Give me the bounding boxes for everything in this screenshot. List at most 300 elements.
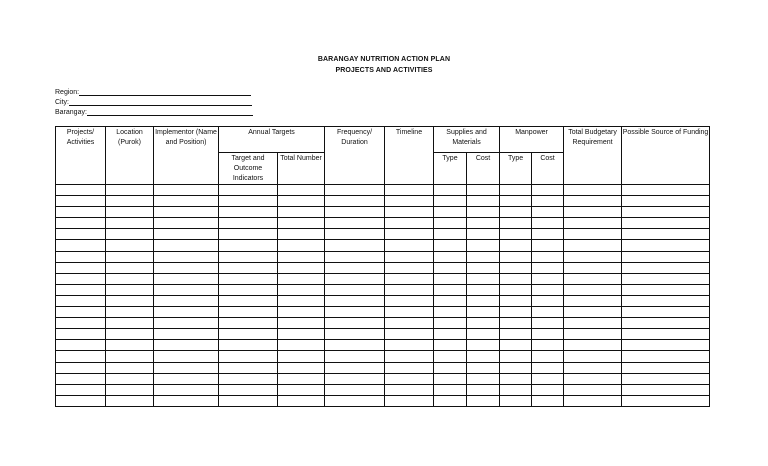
blank-cell[interactable]: [622, 318, 710, 329]
blank-cell[interactable]: [467, 373, 500, 384]
blank-cell[interactable]: [154, 329, 219, 340]
blank-cell[interactable]: [467, 340, 500, 351]
blank-cell[interactable]: [325, 251, 385, 262]
blank-cell[interactable]: [219, 218, 278, 229]
header-supplies: Supplies and Materials: [434, 127, 500, 153]
blank-cell[interactable]: [434, 284, 467, 295]
blank-cell[interactable]: [278, 262, 325, 273]
blank-cell[interactable]: [532, 329, 564, 340]
blank-cell[interactable]: [106, 262, 154, 273]
blank-cell[interactable]: [154, 395, 219, 406]
blank-cell[interactable]: [622, 351, 710, 362]
blank-cell[interactable]: [219, 295, 278, 306]
blank-cell[interactable]: [325, 329, 385, 340]
blank-cell[interactable]: [532, 251, 564, 262]
blank-cell[interactable]: [564, 318, 622, 329]
header-supplies-type: Type: [434, 153, 467, 185]
table-row: [56, 318, 710, 329]
blank-cell[interactable]: [434, 318, 467, 329]
blank-cell[interactable]: [154, 207, 219, 218]
blank-cell[interactable]: [532, 284, 564, 295]
blank-cell[interactable]: [467, 218, 500, 229]
blank-cell[interactable]: [56, 395, 106, 406]
blank-cell[interactable]: [325, 262, 385, 273]
blank-cell[interactable]: [106, 273, 154, 284]
blank-cell[interactable]: [278, 318, 325, 329]
blank-cell[interactable]: [500, 196, 532, 207]
blank-cell[interactable]: [467, 207, 500, 218]
blank-cell[interactable]: [532, 373, 564, 384]
blank-cell[interactable]: [434, 196, 467, 207]
blank-cell[interactable]: [500, 340, 532, 351]
blank-cell[interactable]: [154, 196, 219, 207]
blank-cell[interactable]: [434, 395, 467, 406]
blank-cell[interactable]: [278, 207, 325, 218]
blank-cell[interactable]: [106, 218, 154, 229]
blank-cell[interactable]: [500, 240, 532, 251]
blank-cell[interactable]: [385, 373, 434, 384]
blank-cell[interactable]: [434, 362, 467, 373]
blank-cell[interactable]: [532, 384, 564, 395]
blank-cell[interactable]: [500, 229, 532, 240]
blank-cell[interactable]: [622, 185, 710, 196]
blank-cell[interactable]: [325, 384, 385, 395]
blank-cell[interactable]: [106, 318, 154, 329]
header-projects: Projects/ Activities: [56, 127, 106, 185]
blank-cell[interactable]: [56, 262, 106, 273]
blank-cell[interactable]: [500, 362, 532, 373]
blank-cell[interactable]: [622, 307, 710, 318]
blank-cell[interactable]: [467, 351, 500, 362]
blank-cell[interactable]: [434, 185, 467, 196]
blank-cell[interactable]: [622, 284, 710, 295]
blank-cell[interactable]: [532, 307, 564, 318]
blank-cell[interactable]: [325, 395, 385, 406]
blank-cell[interactable]: [106, 329, 154, 340]
blank-cell[interactable]: [622, 373, 710, 384]
blank-cell[interactable]: [278, 196, 325, 207]
blank-cell[interactable]: [532, 207, 564, 218]
blank-cell[interactable]: [325, 196, 385, 207]
blank-cell[interactable]: [56, 318, 106, 329]
blank-cell[interactable]: [500, 262, 532, 273]
blank-cell[interactable]: [56, 273, 106, 284]
table-row: [56, 196, 710, 207]
blank-cell[interactable]: [564, 307, 622, 318]
table-row: [56, 284, 710, 295]
blank-cell[interactable]: [622, 384, 710, 395]
blank-cell[interactable]: [154, 218, 219, 229]
blank-cell[interactable]: [434, 295, 467, 306]
blank-cell[interactable]: [467, 240, 500, 251]
blank-cell[interactable]: [106, 207, 154, 218]
blank-cell[interactable]: [278, 251, 325, 262]
blank-cell[interactable]: [154, 262, 219, 273]
blank-cell[interactable]: [385, 351, 434, 362]
blank-cell[interactable]: [500, 273, 532, 284]
blank-cell[interactable]: [219, 395, 278, 406]
blank-cell[interactable]: [219, 307, 278, 318]
blank-cell[interactable]: [532, 340, 564, 351]
blank-cell[interactable]: [278, 284, 325, 295]
blank-cell[interactable]: [56, 351, 106, 362]
table-row: [56, 207, 710, 218]
blank-cell[interactable]: [622, 207, 710, 218]
document-title: BARANGAY NUTRITION ACTION PLAN: [317, 56, 451, 63]
blank-cell[interactable]: [500, 284, 532, 295]
blank-cell[interactable]: [434, 273, 467, 284]
blank-cell[interactable]: [532, 185, 564, 196]
blank-cell[interactable]: [434, 340, 467, 351]
blank-cell[interactable]: [622, 218, 710, 229]
blank-cell[interactable]: [434, 262, 467, 273]
blank-cell[interactable]: [325, 362, 385, 373]
blank-cell[interactable]: [56, 251, 106, 262]
blank-cell[interactable]: [219, 351, 278, 362]
blank-cell[interactable]: [564, 351, 622, 362]
blank-cell[interactable]: [56, 229, 106, 240]
blank-cell[interactable]: [467, 295, 500, 306]
blank-cell[interactable]: [385, 340, 434, 351]
blank-cell[interactable]: [385, 318, 434, 329]
blank-cell[interactable]: [106, 196, 154, 207]
blank-cell[interactable]: [622, 229, 710, 240]
blank-cell[interactable]: [564, 240, 622, 251]
blank-cell[interactable]: [500, 351, 532, 362]
blank-cell[interactable]: [467, 262, 500, 273]
blank-cell[interactable]: [385, 273, 434, 284]
blank-cell[interactable]: [564, 196, 622, 207]
blank-cell[interactable]: [622, 273, 710, 284]
header-supplies-cost: Cost: [467, 153, 500, 185]
blank-cell[interactable]: [56, 284, 106, 295]
blank-cell[interactable]: [564, 362, 622, 373]
blank-cell[interactable]: [325, 307, 385, 318]
blank-cell[interactable]: [500, 218, 532, 229]
blank-cell[interactable]: [385, 207, 434, 218]
header-implementor: Implementor (Name and Position): [154, 127, 219, 185]
blank-cell[interactable]: [56, 373, 106, 384]
table-row: [56, 251, 710, 262]
blank-cell[interactable]: [500, 329, 532, 340]
table-body: [56, 185, 710, 407]
blank-cell[interactable]: [278, 395, 325, 406]
blank-cell[interactable]: [500, 318, 532, 329]
table-row: [56, 262, 710, 273]
blank-cell[interactable]: [467, 329, 500, 340]
table-row: [56, 185, 710, 196]
blank-cell[interactable]: [385, 218, 434, 229]
blank-cell[interactable]: [434, 307, 467, 318]
blank-cell[interactable]: [278, 273, 325, 284]
blank-cell[interactable]: [56, 362, 106, 373]
blank-cell[interactable]: [467, 318, 500, 329]
blank-cell[interactable]: [325, 185, 385, 196]
blank-cell[interactable]: [219, 229, 278, 240]
blank-cell[interactable]: [434, 240, 467, 251]
blank-cell[interactable]: [532, 351, 564, 362]
header-manpower-type: Type: [500, 153, 532, 185]
blank-cell[interactable]: [385, 251, 434, 262]
blank-cell[interactable]: [278, 362, 325, 373]
blank-cell[interactable]: [154, 318, 219, 329]
blank-cell[interactable]: [467, 229, 500, 240]
blank-cell[interactable]: [106, 284, 154, 295]
blank-cell[interactable]: [564, 273, 622, 284]
blank-cell[interactable]: [434, 329, 467, 340]
blank-cell[interactable]: [325, 240, 385, 251]
blank-cell[interactable]: [622, 395, 710, 406]
blank-cell[interactable]: [434, 229, 467, 240]
blank-cell[interactable]: [467, 307, 500, 318]
blank-cell[interactable]: [154, 284, 219, 295]
blank-cell[interactable]: [106, 362, 154, 373]
blank-cell[interactable]: [532, 262, 564, 273]
blank-cell[interactable]: [385, 229, 434, 240]
blank-cell[interactable]: [219, 318, 278, 329]
blank-cell[interactable]: [278, 329, 325, 340]
blank-cell[interactable]: [385, 240, 434, 251]
blank-cell[interactable]: [622, 362, 710, 373]
table-row: [56, 307, 710, 318]
blank-cell[interactable]: [106, 395, 154, 406]
blank-cell[interactable]: [325, 351, 385, 362]
blank-cell[interactable]: [532, 362, 564, 373]
blank-cell[interactable]: [154, 362, 219, 373]
header-budget: Total Budgetary Requirement: [564, 127, 622, 185]
blank-cell[interactable]: [467, 362, 500, 373]
city-blank-line[interactable]: [69, 98, 252, 106]
blank-cell[interactable]: [106, 373, 154, 384]
location-fields: [55, 86, 253, 116]
blank-cell[interactable]: [385, 284, 434, 295]
blank-cell[interactable]: [154, 185, 219, 196]
blank-cell[interactable]: [278, 185, 325, 196]
blank-cell[interactable]: [219, 196, 278, 207]
blank-cell[interactable]: [622, 196, 710, 207]
blank-cell[interactable]: [385, 329, 434, 340]
blank-cell[interactable]: [564, 340, 622, 351]
blank-cell[interactable]: [532, 196, 564, 207]
blank-cell[interactable]: [219, 362, 278, 373]
blank-cell[interactable]: [56, 384, 106, 395]
blank-cell[interactable]: [564, 207, 622, 218]
blank-cell[interactable]: [564, 329, 622, 340]
blank-cell[interactable]: [564, 251, 622, 262]
blank-cell[interactable]: [500, 384, 532, 395]
table-row: [56, 229, 710, 240]
blank-cell[interactable]: [325, 229, 385, 240]
blank-cell[interactable]: [385, 295, 434, 306]
blank-cell[interactable]: [219, 340, 278, 351]
blank-cell[interactable]: [219, 329, 278, 340]
blank-cell[interactable]: [500, 307, 532, 318]
blank-cell[interactable]: [56, 307, 106, 318]
table-row: [56, 340, 710, 351]
blank-cell[interactable]: [278, 351, 325, 362]
blank-cell[interactable]: [278, 340, 325, 351]
blank-cell[interactable]: [219, 240, 278, 251]
blank-cell[interactable]: [532, 273, 564, 284]
blank-cell[interactable]: [467, 196, 500, 207]
blank-cell[interactable]: [622, 251, 710, 262]
blank-cell[interactable]: [467, 395, 500, 406]
blank-cell[interactable]: [500, 395, 532, 406]
blank-cell[interactable]: [564, 295, 622, 306]
blank-cell[interactable]: [278, 373, 325, 384]
header-location: Location (Purok): [106, 127, 154, 185]
region-blank-line[interactable]: [79, 88, 251, 96]
blank-cell[interactable]: [106, 295, 154, 306]
blank-cell[interactable]: [564, 218, 622, 229]
blank-cell[interactable]: [500, 251, 532, 262]
blank-cell[interactable]: [278, 218, 325, 229]
blank-cell[interactable]: [622, 240, 710, 251]
blank-cell[interactable]: [219, 284, 278, 295]
blank-cell[interactable]: [532, 229, 564, 240]
header-annual-targets: Annual Targets: [219, 127, 325, 153]
blank-cell[interactable]: [467, 284, 500, 295]
blank-cell[interactable]: [219, 207, 278, 218]
blank-cell[interactable]: [106, 307, 154, 318]
region-field[interactable]: [55, 86, 253, 96]
blank-cell[interactable]: [385, 307, 434, 318]
blank-cell[interactable]: [564, 185, 622, 196]
blank-cell[interactable]: [154, 295, 219, 306]
barangay-blank-line[interactable]: [87, 108, 253, 116]
blank-cell[interactable]: [564, 384, 622, 395]
table-row: [56, 218, 710, 229]
table-row: [56, 329, 710, 340]
blank-cell[interactable]: [106, 185, 154, 196]
blank-cell[interactable]: [219, 384, 278, 395]
blank-cell[interactable]: [325, 373, 385, 384]
header-timeline: Timeline: [385, 127, 434, 185]
barangay-field[interactable]: [55, 106, 253, 116]
table-row: [56, 240, 710, 251]
blank-cell[interactable]: [56, 329, 106, 340]
barangay-label: Barangay:: [55, 109, 87, 116]
action-plan-table: [55, 126, 710, 407]
blank-cell[interactable]: [56, 240, 106, 251]
blank-cell[interactable]: [154, 307, 219, 318]
blank-cell[interactable]: [500, 185, 532, 196]
blank-cell[interactable]: [325, 284, 385, 295]
blank-cell[interactable]: [56, 196, 106, 207]
blank-cell[interactable]: [564, 262, 622, 273]
table-row: [56, 395, 710, 406]
blank-cell[interactable]: [622, 329, 710, 340]
blank-cell[interactable]: [434, 384, 467, 395]
blank-cell[interactable]: [467, 384, 500, 395]
blank-cell[interactable]: [622, 262, 710, 273]
blank-cell[interactable]: [278, 307, 325, 318]
blank-cell[interactable]: [467, 273, 500, 284]
blank-cell[interactable]: [385, 384, 434, 395]
header-manpower: Manpower: [500, 127, 564, 153]
blank-cell[interactable]: [434, 251, 467, 262]
blank-cell[interactable]: [622, 340, 710, 351]
blank-cell[interactable]: [154, 373, 219, 384]
blank-cell[interactable]: [56, 340, 106, 351]
blank-cell[interactable]: [564, 284, 622, 295]
blank-cell[interactable]: [106, 251, 154, 262]
blank-cell[interactable]: [106, 384, 154, 395]
blank-cell[interactable]: [564, 373, 622, 384]
blank-cell[interactable]: [564, 395, 622, 406]
blank-cell[interactable]: [434, 218, 467, 229]
blank-cell[interactable]: [500, 295, 532, 306]
table-row: [56, 373, 710, 384]
blank-cell[interactable]: [434, 207, 467, 218]
blank-cell[interactable]: [56, 185, 106, 196]
blank-cell[interactable]: [532, 240, 564, 251]
blank-cell[interactable]: [467, 185, 500, 196]
blank-cell[interactable]: [154, 251, 219, 262]
blank-cell[interactable]: [154, 351, 219, 362]
blank-cell[interactable]: [532, 395, 564, 406]
blank-cell[interactable]: [154, 273, 219, 284]
blank-cell[interactable]: [106, 240, 154, 251]
blank-cell[interactable]: [532, 218, 564, 229]
blank-cell[interactable]: [56, 218, 106, 229]
blank-cell[interactable]: [219, 273, 278, 284]
blank-cell[interactable]: [278, 229, 325, 240]
blank-cell[interactable]: [500, 373, 532, 384]
blank-cell[interactable]: [56, 207, 106, 218]
blank-cell[interactable]: [278, 384, 325, 395]
blank-cell[interactable]: [385, 362, 434, 373]
blank-cell[interactable]: [467, 251, 500, 262]
blank-cell[interactable]: [278, 295, 325, 306]
blank-cell[interactable]: [325, 318, 385, 329]
blank-cell[interactable]: [385, 185, 434, 196]
blank-cell[interactable]: [325, 218, 385, 229]
blank-cell[interactable]: [154, 229, 219, 240]
blank-cell[interactable]: [500, 207, 532, 218]
blank-cell[interactable]: [564, 229, 622, 240]
header-manpower-cost: Cost: [532, 153, 564, 185]
blank-cell[interactable]: [622, 295, 710, 306]
blank-cell[interactable]: [154, 240, 219, 251]
city-field[interactable]: [55, 96, 253, 106]
blank-cell[interactable]: [278, 240, 325, 251]
blank-cell[interactable]: [385, 262, 434, 273]
blank-cell[interactable]: [385, 395, 434, 406]
blank-cell[interactable]: [106, 351, 154, 362]
city-label: City:: [55, 99, 69, 106]
blank-cell[interactable]: [56, 295, 106, 306]
blank-cell[interactable]: [106, 340, 154, 351]
blank-cell[interactable]: [325, 273, 385, 284]
blank-cell[interactable]: [532, 295, 564, 306]
blank-cell[interactable]: [325, 340, 385, 351]
blank-cell[interactable]: [385, 196, 434, 207]
blank-cell[interactable]: [154, 340, 219, 351]
blank-cell[interactable]: [434, 373, 467, 384]
blank-cell[interactable]: [532, 318, 564, 329]
blank-cell[interactable]: [325, 295, 385, 306]
blank-cell[interactable]: [434, 351, 467, 362]
blank-cell[interactable]: [219, 373, 278, 384]
document-subtitle: PROJECTS AND ACTIVITIES: [335, 67, 433, 74]
blank-cell[interactable]: [154, 384, 219, 395]
blank-cell[interactable]: [106, 229, 154, 240]
blank-cell[interactable]: [219, 262, 278, 273]
blank-cell[interactable]: [219, 251, 278, 262]
blank-cell[interactable]: [325, 207, 385, 218]
blank-cell[interactable]: [219, 185, 278, 196]
